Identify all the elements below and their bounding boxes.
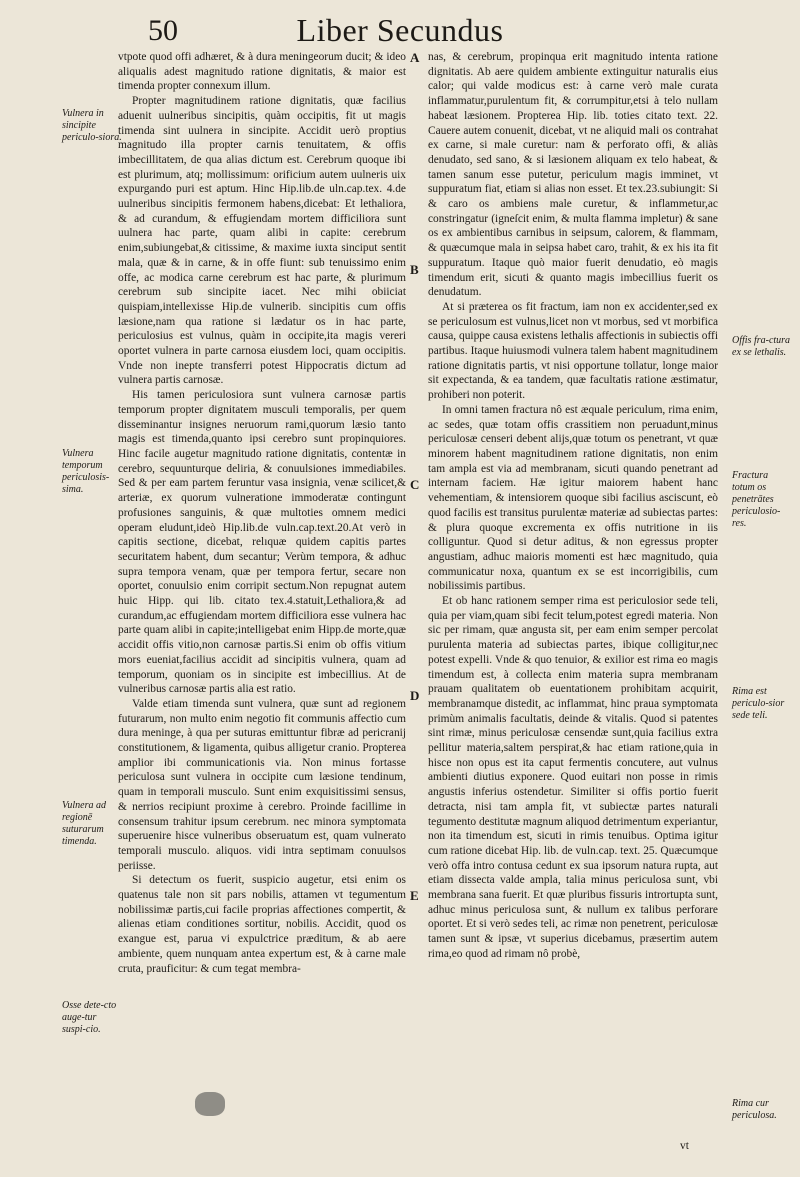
margin-note-right: Fractura totum os penetrātes periculosio-res.	[732, 470, 781, 529]
column-letter: D	[410, 688, 420, 703]
margin-note-left: Vulnera in sincipite periculo-siora.	[62, 108, 122, 143]
catchword: vt	[680, 1140, 689, 1152]
running-title: Liber Secundus	[296, 12, 504, 48]
paragraph: His tamen periculosiora sunt vulnera carnosæ partis temporum propter dignitatem musculi temporalis, per quem disseminantur insignes neruorum rami,quorum læsio tanto magis est timenda,quanto ipsi cerebro sunt propinquiores. Hinc facile augetur magnitudo ratione dignitatis, contentæ in cerebro, sequunturque deliria, & conuulsiones immediabiles. Sed & per eam partem feruntur vasa insignia, venæ scilicet,& arteriæ, ex quorum vulneratione immoderatæ contingunt profusiones sanguinis, & quæ multoties omnem medici operam eludunt,ideò Hip.lib.de vuln.cap.text.20.At verò in capitis sectione, dicebat, relıquæ quidem capitis partes securitatem habent, dum secantur; Verùm tempora, & adhuc supra tempora venam, quæ per tempora fertur, secare non oportet, conuulsio enim corripit sectum.Non repugnat autem huic Hipp. qui lib. citato tex.4.statuit,Lethaliora,& ad curandum,ac effugiendam mortem difficiliora esse vulnera hac parte quam alibi in capite;intelligebat enim Hipp.de morte,quæ accidit offis vitio,non carnosæ partis.Si enim ob offis vitium mors eueniat,facilius accidit ad sincipitis vulnera, quam ad temporum, quoniam os in sincipite est imbecillius. At de vulneribus carnosæ partis alia est ratio.	[118, 389, 406, 696]
left-text-column	[118, 50, 406, 976]
margin-note-right: Rima cur periculosa.	[732, 1098, 777, 1121]
margin-note-right: Offis fra-ctura ex se lethalis.	[732, 335, 791, 358]
paragraph: Propter magnitudinem ratione dignitatis, quæ facilius aduenit uulneribus sincipitis, quàm occipitis, fit ut magis timenda sint uulnera in sincipite. Accidit uerò proptius magnitudo illa propter carnis tenuitatem, & offis imbecillitatem, de qua alias dictum est. Cerebrum quoque ibi est plurimum, atq; mollissimum: orificium autem uulneris uix expurgando puri est aptum. Hinc Hip.lib.de uln.cap.tex. 4.de uulneribus sincipitis fermonem habens,dicebat: Et lethaliora, & ad curandum, & effugiendam mortem difficiliora sunt uulnera hac parte, quam alibi in capite: cerebrum enim,subiungebat,& citissime, & maxime iuxta sinciput sentit mala, quæ & in carne, & in offe fiunt: sub tenuissimo enim offe, ac modica carne cerebrum est hac parte, & plurimum cerebrum sub sincipite iacet. Nec mihi obiiciat quispiam,intellexisse Hip.de vulnerib. sincipitis cum offis læsione,nam qua ratione si lædatur os in hac parte, periculosius est vulnus, quàm in occipite,ita magis vereri oportet vulnera in parte carnosa eiusdem loci, quam occipitis. Vnde non inepte transferri potest Hippocratis dictum ad vulnera partis carnosæ.	[118, 95, 406, 387]
paragraph: At si præterea os fit fractum, iam non ex accidenter,sed ex se periculosum est vulnus,licet non vt morbus, sed vt morbifica causa, quippe causa existens lethalis affectionis in subiectis offi partibus. Itaque huiusmodi vulnera talem habent magnitudinem ratione dignitatis partis, vt nisi opportune tollatur, longe maior sit expectanda, & ea tandem, quæ facultatis ratione æstimatur, prohiberi non poterit.	[428, 300, 718, 402]
page-number: 50	[148, 14, 178, 47]
paragraph: nas, & cerebrum, propinqua erit magnitudo intenta ratione dignitatis. Ab aere quidem ambiente extinguitur naturalis eius calor; qui valde modicus est: à carne verò male curata inflammatur,purulentum fit, & corrumpitur,etsi à telo nullam habeat læsionem. Propterea Hip. lib. toties citato text. 22. Cauere autem conuenit, dicebat, vt ne aliquid mali os contrahat ex carne, si male curetur: nam & perforato offi, & aliàs denudato, sed sano, & si læsionem aliquam ex telo habeat, & tamen sanum esse putetur, periculum magis imminet, vt suppuratum fiat, etiam si alias non esset. Et tex.23.subiungit: Si & caro os ambiens male curetur, & inflammetur,ac constringatur (igneſcit enim, & multa flamma impletur) & sane os ex ambientibus carnibus in seipsum, calorem, & flammam, & quæcumque mala in seipsa habet caro, trahit, & ex his ita fit suppuratum. Itaque quò maior fuerit denudatio, eò magis timendum erit, sicuti & quanto magis imbecillius fuerit os denudatum.	[428, 51, 718, 299]
column-letter: E	[410, 888, 419, 903]
column-letter: C	[410, 477, 420, 492]
margin-note-right: Rima est periculo-sior sede teli.	[732, 686, 785, 721]
right-text-column	[428, 50, 718, 962]
paragraph: vtpote quod offi adhæret, & à dura meningeorum ducit; & ideo aliqualis adest magnitudo ratione dignitatis, & maior est timenda propter connexum illum.	[118, 51, 406, 93]
paragraph: Et ob hanc rationem semper rima est periculosior sede teli, quia per viam,quam sibi fecit telum,potest egredi materia. Non sic per rimam, quæ angusta sit, per eam enim semper percolat purulenta materia ad subiectas partes, ibique colligitur,nec potest expelli. Vnde & quo tenuior, & exilior est rima eo magis timendum est, à collecta enim materia supra membranam prauam qualitatem ob euentationem prohibitam acquirit, membranamque distedit, ac inflammat, hinc praua symptomata primùm animalis facultatis, deinde & vitalis. Quod si patentes sint rimæ, minus periculosæ censendæ sunt,quia facilius extra pellitur materia,saltem perspirat,& hac etiam ratione,quia in hisce non opus est ita caput fermentis concutere, aut vulnus ambienti diutius exponere. Quod euitari non posse in rimis angustis inferius ostendetur. Similiter si offis portio fuerit detracta, nisi tam ampla fit, vt subiectæ partes naturali tegumento destitutæ magnum aliquod detrimentum experiantur, non ita timendum est, sicuti in rimis tenuibus. Optima igitur cum ratione dicebat Hip. lib. de vuln.cap. text. 25. Quæcumque verò offa intro contusa cedunt ex sua ipsorum natura rupta, aut etiam dissecta valde ampla, talia minus periculosa sunt, vbi membrana sana fuerit. Et quæ pluribus fissuris intrortupta sunt, adhuc minus periculosa sunt, & nullum ex talibus perforare oportet. Et si verò sedes teli, ac rimæ non penetrent, periculosæ tamen sunt & ipsæ, vt superius dicebamus, præsertim autem rima,eo quod ad rimam nô probè,	[428, 595, 718, 960]
margin-note-left: Vulnera ad regionē suturarum timenda.	[62, 800, 106, 847]
margin-note-left: Osse dete-cto auge-tur suspi-cio.	[62, 1000, 117, 1035]
paragraph: In omni tamen fractura nô est æquale periculum, rima enim, ac sedes, quæ totam offis crassitiem non peruadunt,minus periculosæ censeri debent alijs,quæ totum os penetrant, vt quæ minorem habent magnitudinem ratione dignitatis, non enim tam ampla est via ad membranam, sicuti quando penetrant ad internam faciem. Hæ igitur maiorem habent hanc vehementiam, & intensiorem quoque sibi facilius asciscunt, eò quod facilis est transitus purulentæ materiæ ad subiectas partes: & plura quoque excrementa ex offis nutritione in iis colliguntur. Quod si detur aditus, & non egressus propter angustiam, adhuc maioris momenti est hæc magnitudo, quia communicatur noxa, quantum ex se est incorrigibilis, cum nobilissimis partibus.	[428, 403, 718, 593]
paragraph: Si detectum os fuerit, suspicio augetur, etsi enim os quatenus tale non sit pars nobilis, attamen vt tegumentum nobilissimæ partis,cui facile proprias affectiones compertit, & alienas etiam conditiones sortitur, nobilis. Accidit, quod os exangue est, parua vi expulctrice præditum, & ab aere ambiente, quem nunquam antea expertum est, & à carne male cruta, prauficitur: & cum tegat membra-	[118, 874, 406, 975]
column-letter: A	[410, 50, 420, 65]
column-letter: B	[410, 262, 419, 277]
ink-stain	[195, 1092, 225, 1116]
paragraph: Valde etiam timenda sunt vulnera, quæ sunt ad regionem futurarum, non multo enim negotio fit communis affectio cum dura meninge, à qua per suturas emittuntur fibræ ad pericranij constitutionem, & ligamenta, quibus alligetur cranio. Propterea amplior ibi communicationis via. Non minus fortasse periculosa sunt vulnera in occipite cum læsione tendinum, quam in temporali musculo. Sunt enim exquisitissimi sensus, & nerrios recipiunt proxime à cerebro. Proinde facillime in consensum trahitur ipsum cerebrum. nec minora symptomata superuenire hisce vulneribus obseruatum est, quam vulnerato temporali musculo. aliquos. vidi intra septimam conuulsos periisse.	[118, 697, 406, 872]
margin-note-left: Vulnera temporum periculosis-sima.	[62, 448, 110, 495]
